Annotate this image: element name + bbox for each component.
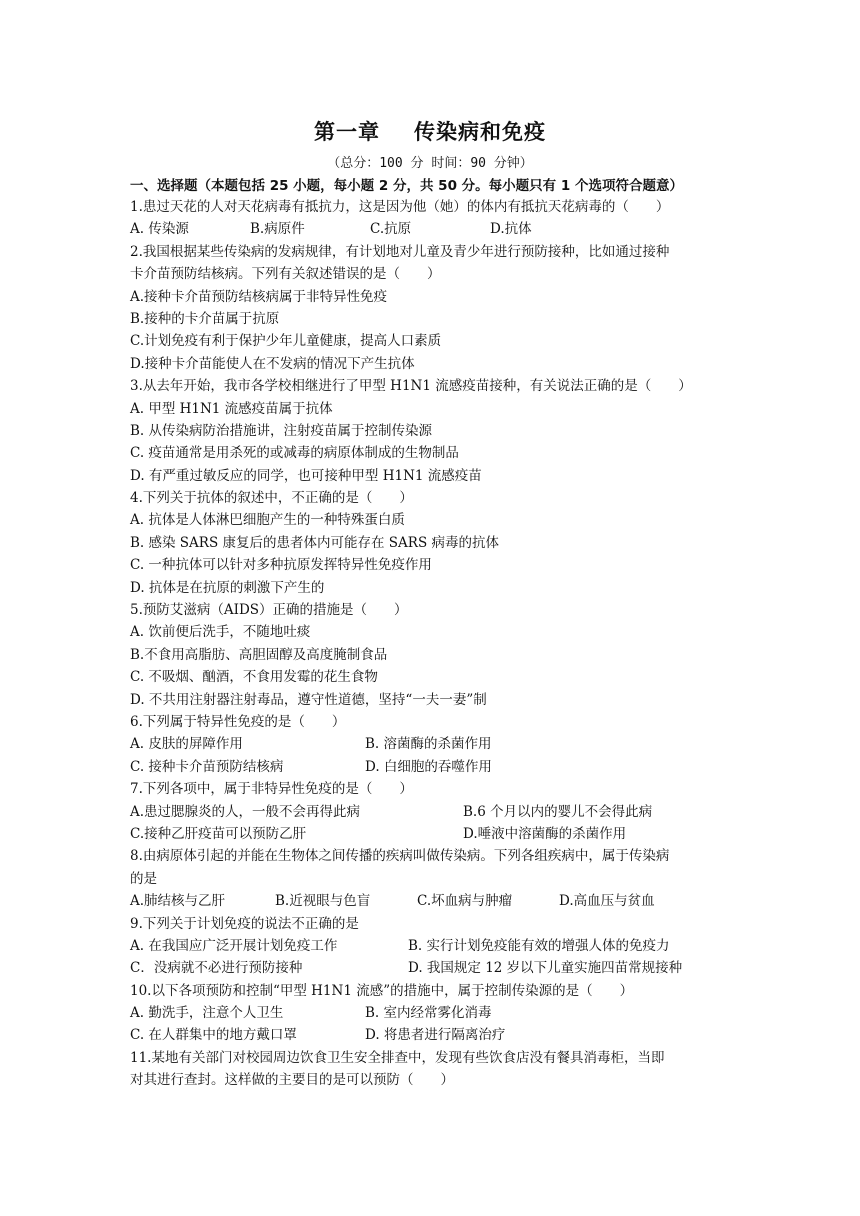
question-stem: 5.预防艾滋病（AIDS）正确的措施是（ ） bbox=[130, 602, 408, 619]
question-stem: 9.下列关于计划免疫的说法不正确的是 bbox=[130, 915, 359, 932]
option: B.接种的卡介苗属于抗原 bbox=[130, 310, 280, 327]
page-title bbox=[0, 116, 860, 146]
option: A.患过腮腺炎的人，一般不会再得此病 bbox=[130, 803, 361, 820]
option: D.抗体 bbox=[490, 221, 532, 238]
question-stem: 10.以下各项预防和控制“甲型 H1N1 流感”的措施中，属于控制传染源的是（ ） bbox=[130, 982, 634, 999]
option: B. 从传染病防治措施讲，注射疫苗属于控制传染源 bbox=[130, 422, 433, 439]
option: A. 抗体是人体淋巴细胞产生的一种特殊蛋白质 bbox=[130, 512, 405, 529]
option-row bbox=[130, 890, 730, 912]
option: C. 疫苗通常是用杀死的或减毒的病原体制成的生物制品 bbox=[130, 445, 459, 462]
option: D. 将患者进行隔离治疗 bbox=[365, 1027, 506, 1044]
question-list bbox=[130, 196, 730, 1092]
question-stem: 8.由病原体引起的并能在生物体之间传播的疾病叫做传染病。下列各组疾病中，属于传染病 bbox=[130, 848, 670, 865]
option: D.接种卡介苗能使人在不发病的情况下产生抗体 bbox=[130, 355, 415, 372]
question-stem: 7.下列各项中，属于非特异性免疫的是（ ） bbox=[130, 781, 413, 798]
option: A. 勤洗手，注意个人卫生 bbox=[130, 1005, 284, 1022]
option: B.近视眼与色盲 bbox=[275, 893, 371, 910]
option: C.坏血病与肿瘤 bbox=[417, 893, 513, 910]
chapter-title: 传染病和免疫 bbox=[414, 120, 546, 144]
option: D. 有严重过敏反应的同学，也可接种甲型 H1N1 流感疫苗 bbox=[130, 467, 482, 484]
option-row bbox=[130, 218, 730, 240]
option: A.肺结核与乙肝 bbox=[130, 893, 226, 910]
option: C．没病就不必进行预防接种 bbox=[130, 960, 303, 977]
question-stem: 的是 bbox=[130, 870, 157, 887]
option: B.不食用高脂肪、高胆固醇及高度腌制食品 bbox=[130, 646, 388, 663]
option: D. 我国规定 12 岁以下儿童实施四苗常规接种 bbox=[408, 960, 683, 977]
option: A. 在我国应广泛开展计划免疫工作 bbox=[130, 937, 338, 954]
option: A. 传染源 bbox=[130, 221, 189, 238]
option-row bbox=[130, 957, 730, 979]
option: C. 在人群集中的地方戴口罩 bbox=[130, 1027, 297, 1044]
section-heading: 一、选择题（本题包括 25 小题，每小题 2 分，共 50 分。每小题只有 1 个选项符合题意） bbox=[130, 178, 683, 194]
option: D. 不共用注射器注射毒品，遵守性道德，坚持“一夫一妻”制 bbox=[130, 691, 487, 708]
option: B. 溶菌酶的杀菌作用 bbox=[365, 736, 492, 753]
option: A.接种卡介苗预防结核病属于非特异性免疫 bbox=[130, 288, 388, 305]
question-stem: 6.下列属于特异性免疫的是（ ） bbox=[130, 713, 346, 730]
option: C.抗原 bbox=[370, 221, 412, 238]
question-stem: 卡介苗预防结核病。下列有关叙述错误的是（ ） bbox=[130, 266, 441, 283]
exam-info: （总分：100 分 时间：90 分钟） bbox=[327, 156, 533, 171]
option: D. 白细胞的吞噬作用 bbox=[365, 758, 492, 775]
option-row bbox=[130, 756, 730, 778]
option: A. 皮肤的屏障作用 bbox=[130, 736, 243, 753]
question-stem: 4.下列关于抗体的叙述中，不正确的是（ ） bbox=[130, 490, 413, 507]
option: B.6 个月以内的婴儿不会得此病 bbox=[463, 803, 653, 820]
question-stem: 2.我国根据某些传染病的发病规律，有计划地对儿童及青少年进行预防接种，比如通过接种 bbox=[130, 243, 670, 260]
option: B. 感染 SARS 康复后的患者体内可能存在 SARS 病毒的抗体 bbox=[130, 534, 499, 551]
option: D.高血压与贫血 bbox=[559, 893, 655, 910]
chapter-label: 第一章 bbox=[314, 120, 380, 144]
option: C. 不吸烟、酗酒，不食用发霉的花生食物 bbox=[130, 669, 378, 686]
option: B. 室内经常雾化消毒 bbox=[365, 1005, 492, 1022]
option-row bbox=[130, 823, 730, 845]
question-stem: 11.某地有关部门对校园周边饮食卫生安全排查中，发现有些饮食店没有餐具消毒柜，当即 bbox=[130, 1049, 665, 1066]
option: D. 抗体是在抗原的刺激下产生的 bbox=[130, 579, 325, 596]
option: B.病原件 bbox=[250, 221, 305, 238]
option: D.唾液中溶菌酶的杀菌作用 bbox=[463, 825, 627, 842]
option: C. 接种卡介苗预防结核病 bbox=[130, 758, 284, 775]
option-row bbox=[130, 801, 730, 823]
option: A. 甲型 H1N1 流感疫苗属于抗体 bbox=[130, 400, 333, 417]
option: B. 实行计划免疫能有效的增强人体的免疫力 bbox=[408, 937, 670, 954]
option-row bbox=[130, 1024, 730, 1046]
question-stem: 对其进行查封。这样做的主要目的是可以预防（ ） bbox=[130, 1072, 454, 1089]
option: C. 一种抗体可以针对多种抗原发挥特异性免疫作用 bbox=[130, 557, 432, 574]
option-row bbox=[130, 935, 730, 957]
option: A. 饮前便后洗手，不随地吐痰 bbox=[130, 624, 311, 641]
option-row bbox=[130, 1002, 730, 1024]
option: C.计划免疫有利于保护少年儿童健康，提高人口素质 bbox=[130, 333, 442, 350]
question-stem: 1.患过天花的人对天花病毒有抵抗力，这是因为他（她）的体内有抵抗天花病毒的（ ） bbox=[130, 199, 670, 215]
option: C.接种乙肝疫苗可以预防乙肝 bbox=[130, 825, 307, 842]
question-stem: 3.从去年开始，我市各学校相继进行了甲型 H1N1 流感疫苗接种，有关说法正确的是（ ） bbox=[130, 378, 692, 395]
option-row bbox=[130, 733, 730, 755]
